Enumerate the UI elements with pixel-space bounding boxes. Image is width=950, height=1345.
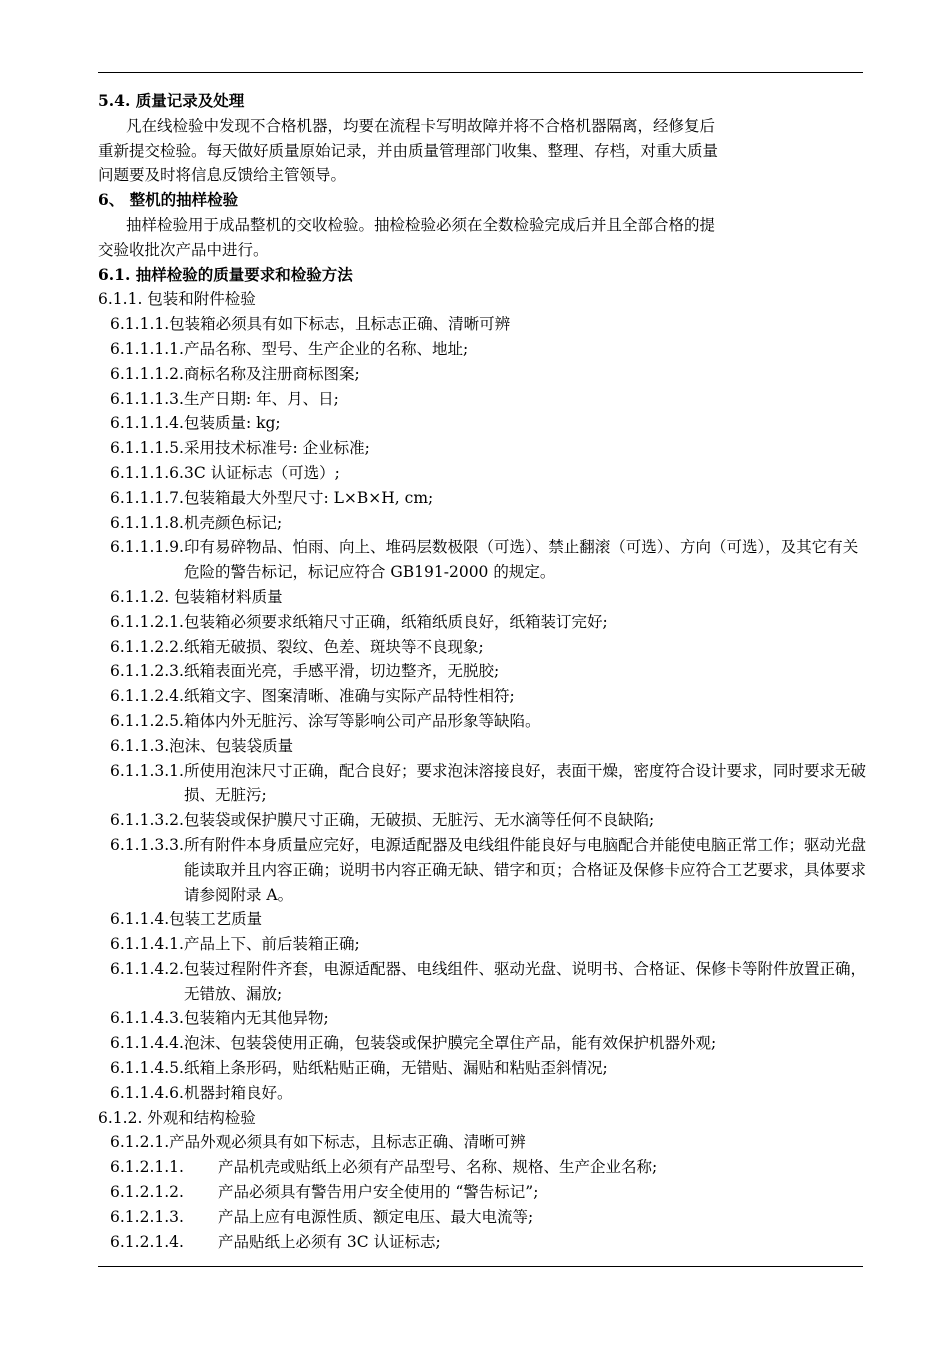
list-item: 6.1.1.2.5.箱体内外无脏污、涂写等影响公司产品形象等缺陷。 [110,711,541,730]
list-item: 6.1.1.4.2. 包装过程附件齐套，电源适配器、电线组件、驱动光盘、说明书、合格证、保修卡等附件放置正确，无错放、漏放; [110,959,866,1003]
list-item: 6.1.1.4.4.泡沫、包装袋使用正确，包装袋或保护膜完全罩住产品，能有效保护机器外观; [110,1034,717,1053]
list-item: 6.1.1.3.2.包装袋或保护膜尺寸正确，无破损、无脏污、无水滴等任何不良缺陷; [110,811,655,830]
list-item: 6.1.2.1.1. 产品机壳或贴纸上必须有产品型号、名称、规格、生产企业名称; [110,1158,658,1177]
list-item: 6.1.1.1.5.采用技术标准号: 企业标准; [110,439,370,458]
list-item: 6.1.1.1.3.生产日期: 年、月、日; [110,389,339,408]
list-item: 6.1.1.1.4.包装质量: kg; [110,414,281,433]
list-item: 6.1.1.1.1.产品名称、型号、生产企业的名称、地址; [110,339,469,358]
list-item: 6.1.1.3.3. 所有附件本身质量应完好，电源适配器及电线组件能良好与电脑配合并能使电脑正常工作；驱动光盘能读取并且内容正确；说明书内容正确无缺、错字和页；合格证及保修卡应符合工艺要求，具体要求请参阅附录 A。 [110,835,866,904]
paragraph-line: 重新提交检验。每天做好质量原始记录，并由质量管理部门收集、整理、存档，对重大质量 [98,141,719,160]
list-item: 6.1.2.1.4. 产品贴纸上必须有 3C 认证标志; [110,1232,441,1251]
list-item: 6.1.1.4.包装工艺质量 [110,910,263,929]
list-item: 6.1.1.1.包装箱必须具有如下标志，且标志正确、清晰可辨 [110,315,511,334]
paragraph-line: 交验收批次产品中进行。 [98,240,269,259]
list-item: 6.1.1.2.2.纸箱无破损、裂纹、色差、斑块等不良现象; [110,637,484,656]
list-item: 6.1.1.1.9. 印有易碎物品、怕雨、向上、堆码层数极限（可选）、禁止翻滚（可选）、方向（可选），及其它有关危险的警告标记，标记应符合 GB191-2000 的规定。 [110,538,859,582]
subsection-heading: 6.1.1. 包装和附件检验 [98,290,256,309]
list-item: 6.1.1.4.5.纸箱上条形码，贴纸粘贴正确，无错贴、漏贴和粘贴歪斜情况; [110,1059,608,1078]
list-item: 6.1.1.1.8.机壳颜色标记; [110,513,283,532]
list-item: 6.1.1.1.6.3C 认证标志（可选）; [110,463,340,482]
document-body [98,89,868,1254]
section-heading: 5.4. 质量记录及处理 [98,91,245,110]
section-heading: 6.1. 抽样检验的质量要求和检验方法 [98,264,353,284]
list-item: 6.1.1.2.3.纸箱表面光亮，手感平滑，切边整齐，无脱胶; [110,662,500,681]
list-item: 6.1.2.1.2. 产品必须具有警告用户安全使用的 “警告标记”; [110,1183,539,1202]
paragraph-line: 抽样检验用于成品整机的交收检验。抽检检验必须在全数检验完成后并且全部合格的提 [126,215,716,234]
list-item: 6.1.1.2. 包装箱材料质量 [110,587,283,606]
list-item: 6.1.1.2.1.包装箱必须要求纸箱尺寸正确，纸箱纸质良好，纸箱装订完好; [110,612,608,631]
paragraph-line: 问题要及时将信息反馈给主管领导。 [98,166,347,185]
list-item: 6.1.1.4.1.产品上下、前后装箱正确; [110,935,360,954]
list-item: 6.1.2.1.产品外观必须具有如下标志，且标志正确、清晰可辨 [110,1133,526,1152]
paragraph-line: 凡在线检验中发现不合格机器，均要在流程卡写明故障并将不合格机器隔离，经修复后 [126,116,716,135]
list-item: 6.1.1.1.2.商标名称及注册商标图案; [110,364,360,383]
list-item: 6.1.1.1.7.包装箱最大外型尺寸: L×B×H, cm; [110,488,434,507]
list-item: 6.1.1.2.4.纸箱文字、图案清晰、准确与实际产品特性相符; [110,687,515,706]
footer-rule [98,1266,863,1267]
list-item: 6.1.1.4.6.机器封箱良好。 [110,1083,293,1102]
subsection-heading: 6.1.2. 外观和结构检验 [98,1108,256,1127]
list-item: 6.1.2.1.3. 产品上应有电源性质、额定电压、最大电流等; [110,1207,534,1226]
list-item: 6.1.1.3.泡沫、包装袋质量 [110,736,294,755]
list-item: 6.1.1.4.3.包装箱内无其他异物; [110,1009,329,1028]
header-rule [98,72,863,73]
section-heading: 6、 整机的抽样检验 [98,190,239,210]
list-item: 6.1.1.3.1. 所使用泡沫尺寸正确，配合良好；要求泡沫溶接良好，表面干燥，密度符合设计要求，同时要求无破损、无脏污; [110,761,866,805]
